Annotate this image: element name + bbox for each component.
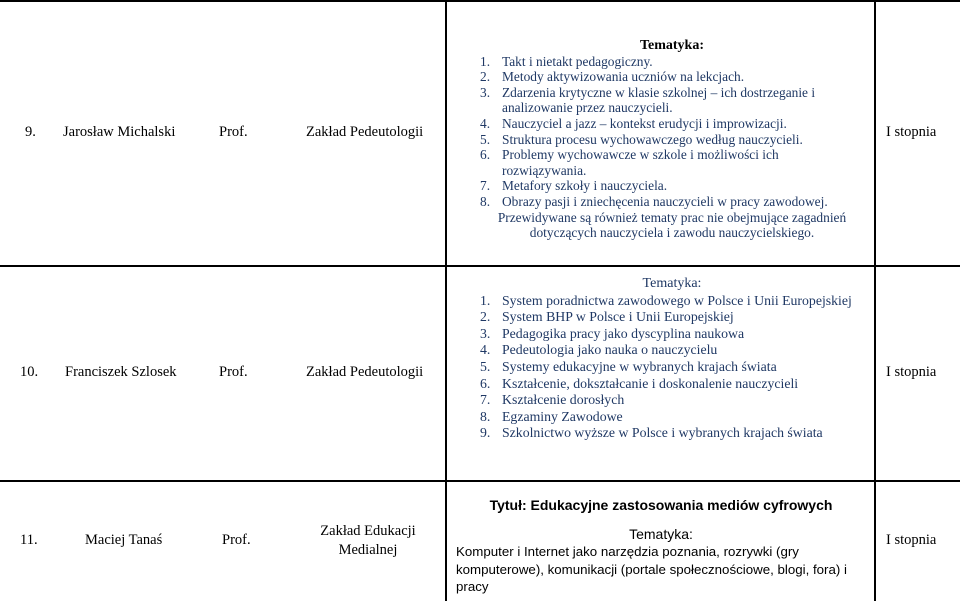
topics-block bbox=[480, 38, 864, 241]
academic-title: Prof. bbox=[222, 532, 251, 548]
list-item: 8. Obrazy pasji i zniechęcenia nauczycieli w pracy zawodowej. bbox=[480, 193, 828, 209]
row-number: 10. bbox=[20, 364, 39, 380]
list-item: 5. Systemy edukacyjne w wybranych krajach świata bbox=[480, 358, 777, 374]
list-item: 6. Problemy wychowawcze w szkole i możliwości ich rozwiązywania. bbox=[480, 147, 779, 178]
topics-block bbox=[480, 276, 864, 442]
supervisor-name: Maciej Tanaś bbox=[85, 532, 163, 548]
list-item: 4. Pedeutologia jako nauka o nauczycielu bbox=[480, 342, 718, 358]
table-row bbox=[0, 0, 960, 265]
list-item: 2. Metody aktywizowania uczniów na lekcjach. bbox=[480, 69, 745, 85]
study-level: I stopnia bbox=[886, 364, 937, 380]
study-level: I stopnia bbox=[886, 124, 937, 140]
department-label: Zakład Edukacji Medialnej bbox=[320, 522, 416, 558]
topics-header: Tematyka: bbox=[629, 525, 693, 542]
department: Zakład Pedeutologii bbox=[306, 124, 424, 140]
thesis-title: Tytuł: Edukacyjne zastosowania mediów cyfrowych bbox=[489, 497, 833, 513]
academic-title: Prof. bbox=[219, 364, 248, 380]
list-item: 5. Struktura procesu wychowawczego według nauczycieli. bbox=[480, 131, 803, 147]
topics-list bbox=[480, 54, 864, 210]
table-row bbox=[0, 265, 960, 480]
supervisor-name: Franciszek Szlosek bbox=[65, 364, 177, 380]
row-number: 9. bbox=[25, 124, 36, 140]
topics-block bbox=[456, 497, 866, 596]
topics-note: Przewidywane są również tematy prac nie obejmujące zagadnień dotyczących nauczyciela i zawodu nauczycielskiego. bbox=[497, 209, 847, 241]
topics-list bbox=[480, 293, 864, 442]
list-item: 9. Szkolnictwo wyższe w Polsce i wybranych krajach świata bbox=[480, 425, 823, 441]
topics-header: Tematyka: bbox=[642, 276, 702, 291]
study-level: I stopnia bbox=[886, 532, 937, 548]
list-item: 1. System poradnictwa zawodowego w Polsce i Unii Europejskiej bbox=[480, 292, 852, 308]
list-item: 7. Metafory szkoły i nauczyciela. bbox=[480, 178, 668, 194]
list-item: 3. Pedagogika pracy jako dyscyplina naukowa bbox=[480, 325, 745, 341]
topics-description: Komputer i Internet jako narzędzia poznania, rozrywki (gry komputerowe), komunikacji (portale społecznościowe, blogi, fora) i pracy bbox=[456, 544, 847, 595]
list-item: 7. Kształcenie dorosłych bbox=[480, 392, 625, 408]
topics-header: Tematyka: bbox=[639, 38, 705, 53]
list-item: 3. Zdarzenia krytyczne w klasie szkolnej – ich dostrzeganie i analizowanie przez nauczycieli. bbox=[480, 84, 816, 116]
supervisor-name: Jarosław Michalski bbox=[63, 124, 176, 140]
academic-title: Prof. bbox=[219, 124, 248, 140]
department bbox=[303, 480, 433, 601]
list-item: 8. Egzaminy Zawodowe bbox=[480, 408, 623, 424]
row-number: 11. bbox=[20, 532, 38, 548]
department: Zakład Pedeutologii bbox=[306, 364, 424, 380]
list-item: 1. Takt i nietakt pedagogiczny. bbox=[480, 53, 653, 69]
list-item: 6. Kształcenie, dokształcanie i doskonalenie nauczycieli bbox=[480, 375, 799, 391]
list-item: 4. Nauczyciel a jazz – kontekst erudycji i improwizacji. bbox=[480, 115, 787, 131]
list-item: 2. System BHP w Polsce i Unii Europejskiej bbox=[480, 309, 734, 325]
table-row bbox=[0, 480, 960, 601]
